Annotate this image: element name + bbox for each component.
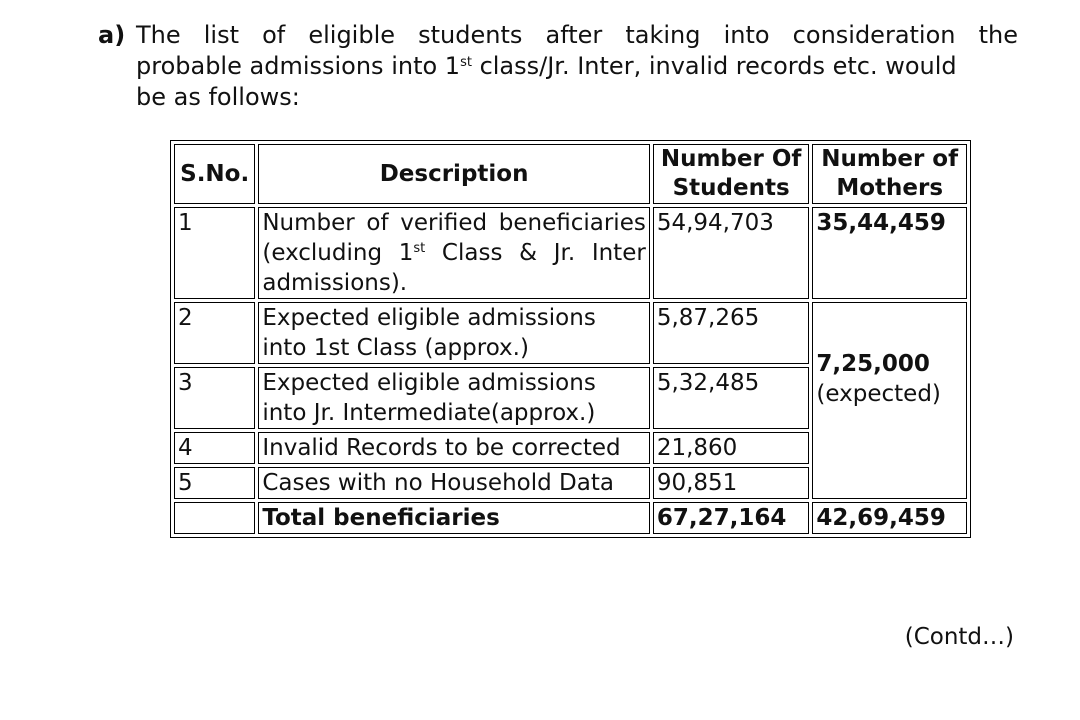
row-students: 5,32,485 (653, 367, 810, 429)
table-row (174, 302, 967, 364)
intro-superscript: st (460, 55, 472, 70)
row-description (258, 207, 649, 299)
header-description: Description (258, 144, 649, 204)
row-description-sup: st (413, 241, 426, 256)
item-marker: a) (98, 21, 126, 49)
row-description: Expected eligible admissions into Jr. Intermediate(approx.) (258, 367, 649, 429)
total-mothers: 42,69,459 (812, 502, 967, 534)
row-students: 21,860 (653, 432, 810, 464)
header-sno: S.No. (174, 144, 255, 204)
header-students: Number Of Students (653, 144, 810, 204)
row-students: 5,87,265 (653, 302, 810, 364)
row-mothers: 35,44,459 (812, 207, 967, 299)
total-row (174, 502, 967, 534)
merged-mothers-value: 7,25,000 (816, 351, 930, 377)
row-description-post: Class & Jr. Inter admissions). (262, 240, 646, 296)
row-description-pre: Number of verified beneficiaries (excluding 1 (262, 210, 646, 266)
intro-paragraph (98, 20, 1018, 113)
row-sno: 2 (174, 302, 255, 364)
row-sno: 5 (174, 467, 255, 499)
row-students: 54,94,703 (653, 207, 810, 299)
row-sno: 4 (174, 432, 255, 464)
intro-line-3: be as follows: (136, 83, 300, 111)
row-description: Expected eligible admissions into 1st Class (approx.) (258, 302, 649, 364)
intro-line-2 (136, 51, 1018, 82)
total-sno (174, 502, 255, 534)
total-students: 67,27,164 (653, 502, 810, 534)
merged-mothers-note: (expected) (816, 381, 941, 407)
total-description: Total beneficiaries (258, 502, 649, 534)
row-sno: 3 (174, 367, 255, 429)
intro-line-1: The list of eligible students after taking into consideration the (136, 21, 1018, 49)
row-description: Invalid Records to be corrected (258, 432, 649, 464)
intro-line-2-post: class/Jr. Inter, invalid records etc. would (471, 52, 957, 80)
header-mothers: Number of Mothers (812, 144, 967, 204)
row-students: 90,851 (653, 467, 810, 499)
row-sno: 1 (174, 207, 255, 299)
table-row (174, 207, 967, 299)
header-row (174, 144, 967, 204)
merged-mothers-cell (812, 302, 967, 499)
continued-note: (Contd…) (904, 624, 1014, 650)
row-description: Cases with no Household Data (258, 467, 649, 499)
intro-line-2-pre: probable admissions into 1 (136, 52, 461, 80)
beneficiaries-table (170, 140, 971, 538)
